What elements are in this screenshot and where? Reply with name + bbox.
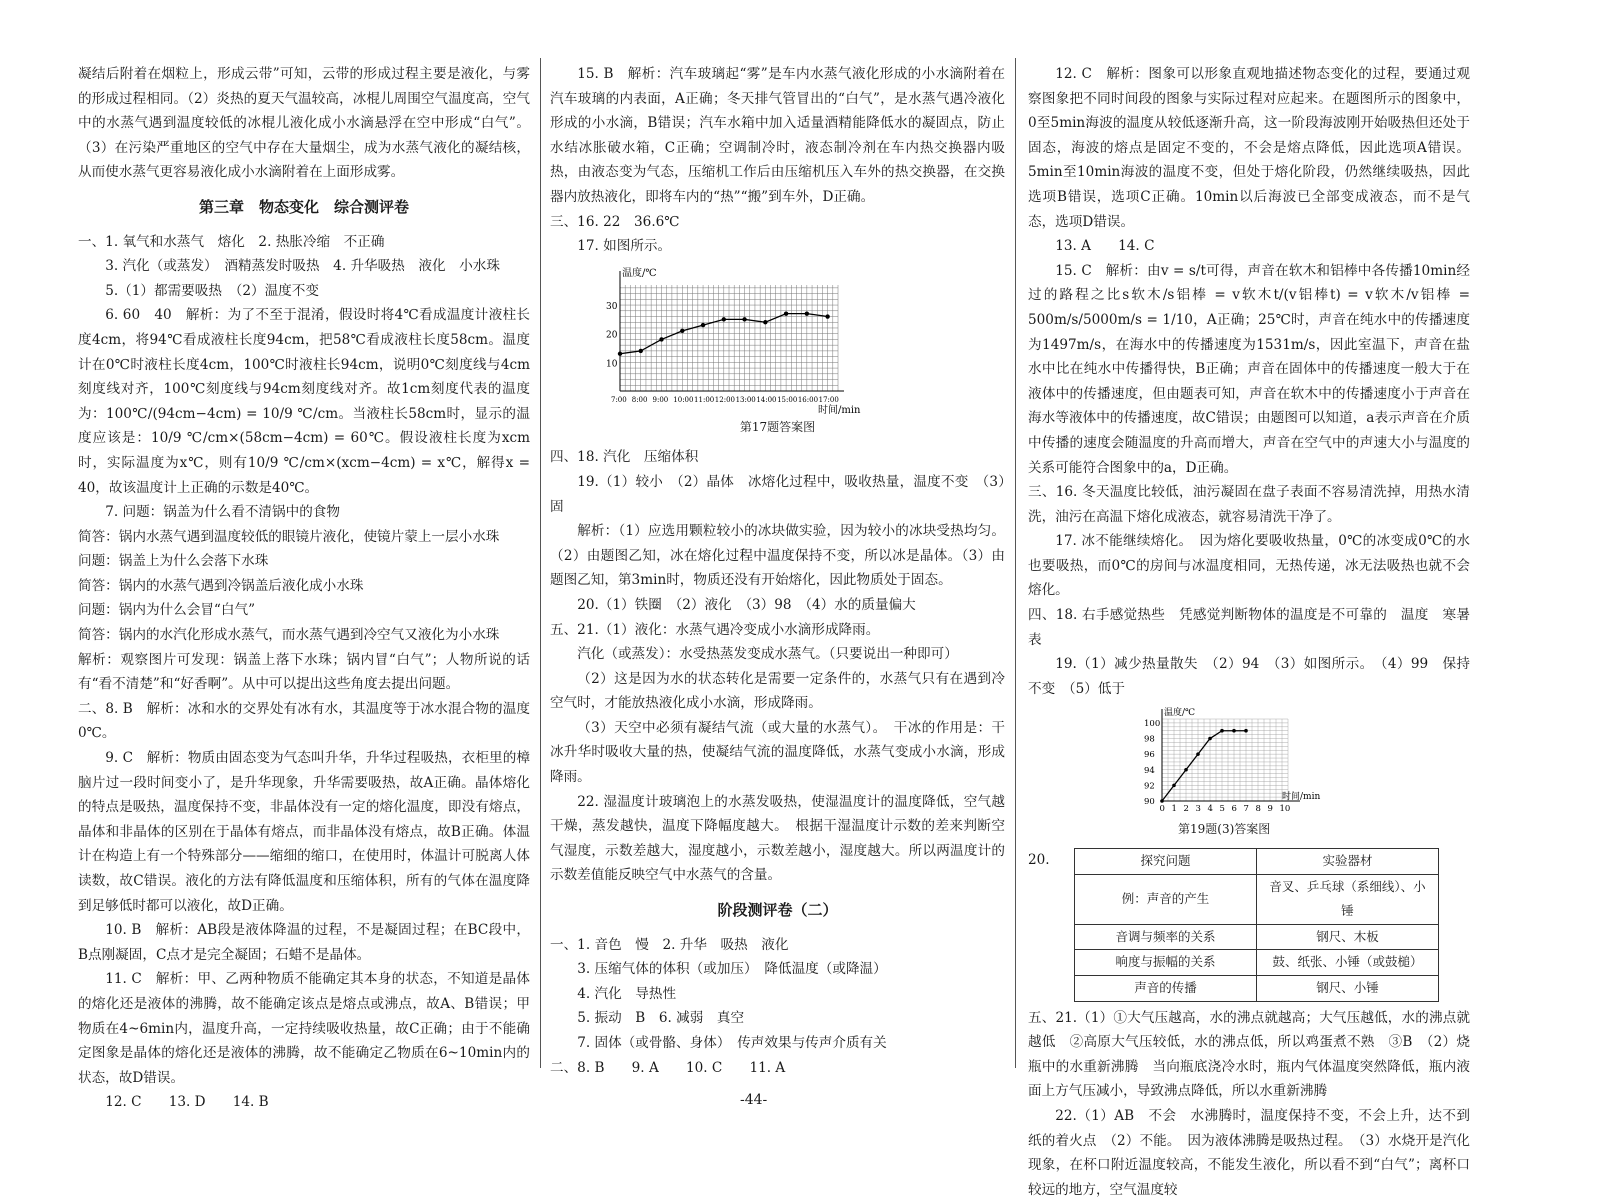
y-tick-label: 100 [1144,719,1161,730]
chart-q17-temperature-time [550,263,861,416]
figure-q17-caption: 第17题答案图 [739,419,816,434]
table-cell: 声音的传播 [1075,976,1257,1002]
y-tick-label: 94 [1144,766,1155,777]
y-axis-label: 温度/℃ [1164,708,1196,719]
answer-paragraph: 9. C 解析：物质由固态变为气态叫升华，升华过程吸热，衣柜里的樟脑片过一段时间变小了，是升华现象，升华需要吸热，故A正确。晶体熔化的特点是吸热，温度保持不变，非晶体没有一定的熔化温度，即没有熔点，晶体和非晶体的区别在于晶体有熔点，而非晶体没有熔点，故B正确。体温计在构造上有一个特殊部分——缩细的缩口，在使用时，体温计可脱离人体读数，故C错误。液化的方法有降低温度和压缩体积，所有的气体在温度降到足够低时都可以液化，故D正确。 [78,750,530,914]
data-point [722,317,726,321]
table-cell: 鼓、纸张、小锤（或鼓槌） [1257,950,1439,976]
answer-paragraph: 10. B 解析：AB段是液体降温的过程，不是凝固过程；在BC段中，B点刚凝固，C点才是完全凝固；石蜡不是晶体。 [78,922,530,963]
x-tick-label: 12:00 [714,395,735,404]
y-tick-label: 98 [1144,734,1155,745]
data-point [1172,784,1176,788]
q20-experiment-table [1074,848,1439,1002]
answer-paragraph: 11. C 解析：甲、乙两种物质不能确定其本身的状态，不知道是晶体的熔化还是液体的沸腾，故不能确定该点是熔点或沸点，故A、B错误；甲物质在4~6min内，温度升高，一定持续吸收热量，故C正确；由于不能确定图象是晶体的熔化还是液体的沸腾，故不能确定乙物质在6~10min内的状态，故D错误。 [78,971,530,1086]
answers-q18-stage-test [550,445,1005,1080]
table-cell: 钢尺、小锤 [1257,976,1439,1002]
answer-column-middle [550,62,1005,1080]
chart-q19-boiling-curve [1138,705,1321,817]
column-divider-1 [540,58,541,1068]
x-tick-label: 8:00 [631,395,648,404]
answer-paragraph: 凝结后附着在烟粒上，形成云带”可知，云带的形成过程主要是液化，与雾的形成过程相同。（2）炎热的夏天气温较高，冰棍儿周围空气温度高，空气中的水蒸气遇到温度较低的冰棍儿液化成小水滴悬浮在空中形成“白气”。（3）在污染严重地区的空气中存在大量烟尘，成为水蒸气液化的凝结核，从而使水蒸气更容易液化成小水滴附着在上面形成雾。 [78,66,530,181]
data-point [825,314,829,318]
answer-paragraph: （3）天空中必须有凝结气流（或大量的水蒸气）。 干冰的作用是：干冰升华时吸收大量的热，使凝结气流的温度降低，水蒸气变成小水滴，形成降雨。 [550,719,1005,786]
answer-paragraph: 二、8. B 解析：冰和水的交界处有冰有水，其温度等于冰水混合物的温度0℃。 [78,700,530,742]
table-cell: 钢尺、木板 [1257,924,1439,950]
answer-paragraph: 四、18. 右手感觉热些 凭感觉判断物体的温度是不可靠的 温度 寒暑表 [1028,607,1470,648]
x-tick-label: 11:00 [694,395,715,404]
x-tick-label: 8 [1255,804,1261,815]
x-tick-label: 6 [1231,804,1237,815]
answer-paragraph: 22.（1）AB 不会 水沸腾时，温度保持不变，不会上升，达不到纸的着火点 （2）不能。 因为液体沸腾是吸热过程。 （3）水烧开是汽化现象，在杯口附近温度较高，不能发生液化，所以看不到“白气”；离杯口较远的地方，空气温度较 [1028,1107,1470,1198]
y-axis-label: 温度/℃ [622,267,657,279]
answer-paragraph: 五、21.（1）液化：水蒸气遇冷变成小水滴形成降雨。 [550,621,880,638]
answer-paragraph: 解析：观察图片可发现：锅盖上落下水珠；锅内冒“白气”；人物所说的话有“看不清楚”和“好香啊”。从中可以提出这些角度去提出问题。 [78,651,530,693]
x-tick-label: 15:00 [777,395,798,404]
answer-paragraph: 12. C 13. D 14. B [105,1094,269,1111]
answer-paragraph: 19.（1）较小 （2）晶体 冰熔化过程中，吸收热量，温度不变 （3）固 [550,473,1005,515]
answer-paragraph: 7. 固体（或骨骼、身体） 传声效果与传声介质有关 [577,1035,887,1051]
table-cell: 例：声音的产生 [1075,874,1257,924]
table-header-cell: 实验器材 [1257,849,1439,875]
answer-paragraph: 4. 汽化 导热性 [577,985,677,1002]
answer-paragraph: 3. 汽化（或蒸发） 酒精蒸发时吸热 4. 升华吸热 液化 小水珠 [105,258,500,275]
data-point [1196,753,1200,757]
table-cell: 音叉、乒乓球（系细线）、小锤 [1257,874,1439,924]
q20-number: 20. [1028,852,1050,869]
y-tick-label: 10 [606,359,618,370]
answer-paragraph: 简答：锅内的水蒸气遇到冷锅盖后液化成小水珠 [78,577,364,594]
y-tick-label: 96 [1144,750,1155,761]
answer-paragraph: 17. 如图所示。 [577,238,672,255]
data-point [639,348,643,352]
x-tick-label: 0 [1159,804,1165,815]
answer-paragraph: 22. 湿温度计玻璃泡上的水蒸发吸热，使湿温度计的温度降低，空气越干燥，蒸发越快，温度下降幅度越大。 根据干湿温度计示数的差来判断空气湿度，示数差越大，湿度越小，示数差越小，湿度越大。所以两温度计的示数差值能反映空气中水蒸气的含量。 [550,793,1005,884]
x-tick-label: 3 [1195,804,1201,815]
data-point [1160,800,1164,804]
data-point [742,317,746,321]
x-tick-label: 9:00 [652,395,669,404]
column-divider-2 [1015,58,1016,1068]
answer-paragraph: 五、21.（1）①大气压越高，水的沸点就越高；大气压越低，水的沸点就越低 ②高原大气压较低，水的沸点低，所以鸡蛋煮不熟 ③B （2）烧瓶中的水重新沸腾 当向瓶底浇冷水时，瓶内气体温度突然降低，瓶内液面上方气压减小，导致沸点降低，所以水重新沸腾 [1028,1009,1470,1100]
answer-paragraph: 二、8. B 9. A 10. C 11. A [550,1059,786,1076]
data-point [1220,729,1224,733]
answer-paragraph: 简答：锅内水蒸气遇到温度较低的眼镜片液化，使镜片蒙上一层小水珠 [78,528,500,545]
answer-paragraph: 7. 问题：锅盖为什么看不清锅中的食物 [105,504,340,521]
data-point [1244,729,1248,733]
answer-paragraph: 15. B 解析：汽车玻璃起“雾”是车内水蒸气液化形成的小水滴附着在汽车玻璃的内表面，A正确；冬天排气管冒出的“白气”，是水蒸气遇冷液化形成的小水滴，B错误；汽车水箱中加入适量酒精能降低水的凝固点，防止水结冰胀破水箱，C正确；空调制冷时，液态制冷剂在车内热交换器内吸热，由液态变为气态，压缩机工作后由压缩机压入车外的热交换器，在交换器内放热液化，即将车内的“热”“搬”到车外，D正确。 [550,66,1005,205]
data-point [1232,729,1236,733]
data-point [805,311,809,315]
q20-block [1028,848,1470,1002]
figure-q19 [1138,705,1470,842]
answer-paragraph: 问题：锅内为什么会冒“白气” [78,602,256,619]
section-heading: 第三章 物态变化 综合测评卷 [198,197,409,216]
data-point [1208,737,1212,741]
answer-paragraph: （2）这是因为水的状态转化是需要一定条件的，水蒸气只有在遇到冷空气时，才能放热液化成小水滴，形成降雨。 [550,670,1005,712]
data-point [784,311,788,315]
answer-paragraph: 一、1. 氧气和水蒸气 熔化 2. 热胀冷缩 不正确 [78,233,385,250]
answer-paragraph: 问题：锅盖上为什么会落下水珠 [78,553,269,570]
x-tick-label: 7:00 [611,395,627,404]
table-cell: 音调与频率的关系 [1075,924,1257,950]
x-axis-label: 时间/min [1282,792,1321,803]
data-point [659,337,663,341]
data-point [763,320,767,324]
x-tick-label: 2 [1183,804,1189,815]
answer-column-left [78,62,530,1115]
x-tick-label: 1 [1171,804,1177,815]
answers-q15-17 [550,62,1005,259]
y-tick-label: 30 [606,301,618,312]
answer-paragraph: 简答：锅内的水汽化形成水蒸气，而水蒸气遇到冷空气又液化为小水珠 [78,627,500,644]
data-point [701,323,705,327]
table-row [1075,924,1439,950]
answer-paragraph: 6. 60 40 解析：为了不至于混淆，假设时将4℃看成温度计液柱长度4cm，将94℃看成液柱长度94cm，把58℃看成液柱长度58cm。温度计在0℃时液柱长度4cm，100℃时液柱长94cm，说明0℃刻度线与4cm刻度线对齐，100℃刻度线与94cm刻度线对齐。故1cm刻度代表的温度为：100℃/(94cm−4cm) = 10/9 ℃/cm。当液柱长58cm时，显示的温度应该是：10/9 ℃/cm×(58cm−4cm) = 60℃。假设液柱长度为xcm时，实际温度为x℃，则有10/9 ℃/cm×(xcm−4cm) = x℃，解得x = 40，故该温度计上正确的示数是40℃。 [78,307,530,496]
x-tick-label: 4 [1207,804,1213,815]
y-tick-label: 20 [606,330,618,341]
x-tick-label: 13:00 [735,395,756,404]
table-row [1075,976,1439,1002]
answer-paragraph: 一、1. 音色 慢 2. 升华 吸热 液化 [550,936,789,953]
y-tick-label: 90 [1144,797,1155,808]
answer-paragraph: 13. A 14. C [1055,238,1155,255]
answer-column-right [1028,62,1470,1202]
answer-paragraph: 解析：（1）应选用颗粒较小的冰块做实验，因为较小的冰块受热均匀。（2）由题图乙知，冰在熔化过程中温度保持不变，所以冰是晶体。（3）由题图乙知，第3min时，物质还没有开始熔化，因此物质处于固态。 [550,523,1005,589]
answer-paragraph: 汽化（或蒸发）：水受热蒸发变成水蒸气。（只要说出一种即可） [577,646,958,663]
x-axis-label: 时间/min [818,404,861,416]
answer-paragraph: 12. C 解析：图象可以形象直观地描述物态变化的过程，要通过观察图象把不同时间段的图象与实际过程对应起来。在题图所示的图象中，0至5min海波的温度从较低逐渐升高，这一阶段海波刚开始吸热但还处于固态，海波的熔点是固定不变的，不会是熔点降低，因此选项A错误。5min至10min海波的温度不变，但处于熔化阶段，仍然继续吸热，因此选项B错误，选项C正确。10min以后海波已全部变成液态，而不是气态，选项D错误。 [1028,66,1470,230]
answer-paragraph: 17. 冰不能继续熔化。 因为熔化要吸收热量，0℃的冰变成0℃的水也要吸热，而0℃的房间与冰温度相同，无热传递，冰无法吸热也就不会熔化。 [1028,533,1470,599]
answer-paragraph: 三、16. 22 36.6℃ [550,213,680,230]
figure-q17 [550,263,1005,440]
x-tick-label: 7 [1243,804,1249,815]
answer-paragraph: 5. 振动 B 6. 减弱 真空 [577,1010,745,1027]
page-number: -44- [740,1092,768,1108]
x-tick-label: 10 [1279,804,1291,815]
x-tick-label: 9 [1267,804,1273,815]
answer-paragraph: 3. 压缩气体的体积（或加压） 降低温度（或降温） [577,961,887,978]
answer-paragraph: 三、16. 冬天温度比较低，油污凝固在盘子表面不容易清洗掉，用热水清洗，油污在高温下熔化成液态，就容易清洗干净了。 [1028,484,1470,525]
table-cell: 响度与振幅的关系 [1075,950,1257,976]
figure-q19-caption: 第19题(3)答案图 [1178,822,1271,837]
data-point [680,328,684,332]
table-row [1075,950,1439,976]
answer-paragraph: 20.（1）铁圈 （2）液化 （3）98 （4）水的质量偏大 [577,596,916,613]
x-tick-label: 5 [1219,804,1225,815]
data-point [618,351,622,355]
answers-q21-22 [1028,1006,1470,1202]
x-tick-label: 10:00 [673,395,694,404]
x-tick-label: 14:00 [756,395,777,404]
answers-q12-19 [1028,62,1470,701]
table-row [1075,874,1439,924]
section-heading: 阶段测评卷（二） [717,901,838,920]
table-header-cell: 探究问题 [1075,849,1257,875]
answer-paragraph: 19.（1）减少热量散失 （2）94 （3）如图所示。 （4）99 保持不变 （5）低于 [1028,656,1470,697]
x-tick-label: 16:00 [797,395,819,404]
answer-paragraph: 15. C 解析：由v = s/t可得，声音在软木和铝棒中各传播10min经过的路程之比s软木/s铝棒 = v软木t/(v铝棒t) = v软木/v铝棒 = 500m/s/5000m/s = 1/10，A正确；25℃时，声音在纯水中的传播速度为1497m/s，在海水中的传播速度为1531m/s，因此室温下，声音在盐水中比在纯水中传播得快，B正确；声音在固体中的传播速度一般大于在液体中的传播速度，但由题表可知，声音在软木中的传播速度小于声音在海水等液体中的传播速度，故C错误；由题图可以知道，a表示声音在介质中传播的速度会随温度的升高而增大，声音在空气中的声速大小与温度的关系可能符合图象中的a，D正确。 [1028,262,1470,476]
y-tick-label: 92 [1144,781,1155,792]
table-header-row [1075,849,1439,875]
answer-paragraph: 四、18. 汽化 压缩体积 [550,449,699,466]
answer-paragraph: 5.（1）都需要吸热 （2）温度不变 [105,282,319,299]
data-point [1184,768,1188,772]
x-tick-label: 17:00 [818,395,839,404]
